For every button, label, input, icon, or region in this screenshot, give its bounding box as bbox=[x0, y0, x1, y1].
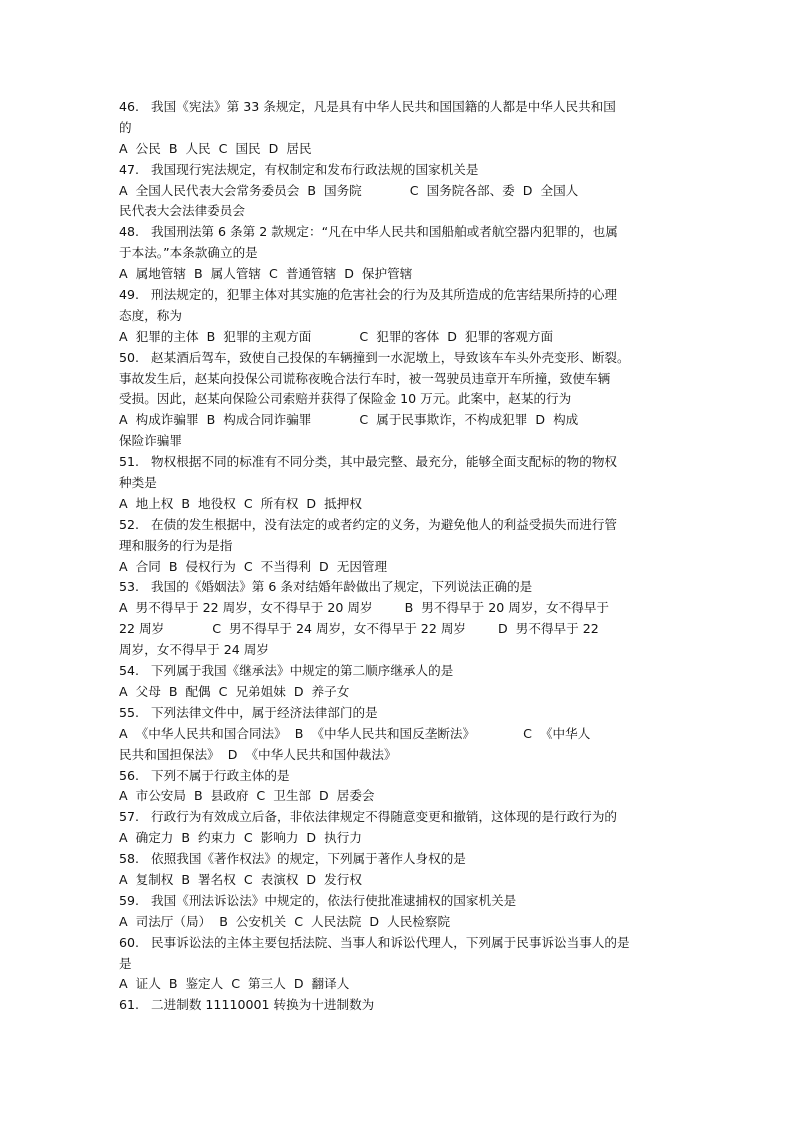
text-line: A 地上权 B 地役权 C 所有权 D 抵押权 bbox=[119, 495, 362, 511]
text-line: 种类是 bbox=[119, 475, 157, 491]
text-line: 53. 我国的《婚姻法》第 6 条对结婚年龄做出了规定，下列说法正确的是 bbox=[119, 579, 533, 595]
text-line: 54. 下列属于我国《继承法》中规定的第二顺序继承人的是 bbox=[119, 663, 454, 679]
text-line: 56. 下列不属于行政主体的是 bbox=[119, 767, 290, 783]
text-line: 58. 依照我国《著作权法》的规定，下列属于著作人身权的是 bbox=[119, 851, 466, 867]
text-line: 理和服务的行为是指 bbox=[119, 537, 233, 553]
text-line: 事故发生后，赵某向投保公司谎称夜晚合法行车时，被一驾驶员违章开车所撞，致使车辆 bbox=[119, 370, 611, 386]
text-line: 民共和国担保法》 D 《中华人民共和国仲裁法》 bbox=[119, 746, 397, 762]
text-line: 47. 我国现行宪法规定，有权制定和发布行政法规的国家机关是 bbox=[119, 161, 479, 177]
text-line: A 公民 B 人民 C 国民 D 居民 bbox=[119, 140, 312, 156]
text-line: 的 bbox=[119, 119, 132, 135]
text-line: 周岁，女不得早于 24 周岁 bbox=[119, 642, 269, 658]
text-line: 51. 物权根据不同的标准有不同分类，其中最完整、最充分，能够全面支配标的物的物权 bbox=[119, 454, 618, 470]
text-line: 态度，称为 bbox=[119, 307, 182, 323]
text-line: 保险诈骗罪 bbox=[119, 433, 182, 449]
text-line: 民代表大会法律委员会 bbox=[119, 203, 245, 219]
text-line: A 属地管辖 B 属人管辖 C 普通管辖 D 保护管辖 bbox=[119, 266, 413, 282]
text-line: 57. 行政行为有效成立后备，非依法律规定不得随意变更和撤销，这体现的是行政行为的 bbox=[119, 809, 618, 825]
text-line: A 合同 B 侵权行为 C 不当得利 D 无因管理 bbox=[119, 558, 388, 574]
text-line: A 市公安局 B 县政府 C 卫生部 D 居委会 bbox=[119, 788, 375, 804]
text-line: 46. 我国《宪法》第 33 条规定，凡是具有中华人民共和国国籍的人都是中华人民共和国 bbox=[119, 99, 616, 114]
text-line: 60. 民事诉讼法的主体主要包括法院、当事人和诉讼代理人，下列属于民事诉讼当事人的是 bbox=[119, 934, 630, 950]
text-line: 49. 刑法规定的，犯罪主体对其实施的危害社会的行为及其所造成的危害结果所持的心理 bbox=[119, 287, 618, 303]
text-line: 59. 我国《刑法诉讼法》中规定的，依法行使批准逮捕权的国家机关是 bbox=[119, 892, 517, 908]
text-line: 48. 我国刑法第 6 条第 2 款规定：“凡在中华人民共和国船舶或者航空器内犯罪的，也属 bbox=[119, 224, 618, 240]
text-line: 55. 下列法律文件中，属于经济法律部门的是 bbox=[119, 704, 378, 720]
text-line: A 《中华人民共和国合同法》 B 《中华人民共和国反垄断法》 C 《中华人 bbox=[119, 725, 591, 741]
text-line: 50. 赵某酒后驾车，致使自己投保的车辆撞到一水泥墩上，导致该车车头外壳变形、断裂。 bbox=[119, 349, 630, 365]
text-line: A 证人 B 鉴定人 C 第三人 D 翻译人 bbox=[119, 976, 350, 992]
text-line: A 犯罪的主体 B 犯罪的主观方面 C 犯罪的客体 D 犯罪的客观方面 bbox=[119, 328, 554, 344]
text-line: A 全国人民代表大会常务委员会 B 国务院 C 国务院各部、委 D 全国人 bbox=[119, 182, 579, 198]
text-line: 是 bbox=[119, 955, 132, 971]
text-line: 22 周岁 C 男不得早于 24 周岁，女不得早于 22 周岁 D 男不得早于 22 bbox=[119, 621, 599, 637]
text-line: A 构成诈骗罪 B 构成合同诈骗罪 C 属于民事欺诈，不构成犯罪 D 构成 bbox=[119, 412, 579, 428]
text-line: 于本法。”本条款确立的是 bbox=[119, 245, 258, 261]
text-line: A 男不得早于 22 周岁，女不得早于 20 周岁 B 男不得早于 20 周岁，女不得早于 bbox=[119, 600, 610, 616]
text-line: A 复制权 B 署名权 C 表演权 D 发行权 bbox=[119, 871, 362, 887]
document-text bbox=[119, 97, 675, 1016]
text-line: 52. 在债的发生根据中，没有法定的或者约定的义务，为避免他人的利益受损失而进行管 bbox=[119, 516, 618, 532]
text-line: A 司法厅（局） B 公安机关 C 人民法院 D 人民检察院 bbox=[119, 913, 451, 929]
text-line: 61. 二进制数 11110001 转换为十进制数为 bbox=[119, 997, 375, 1013]
text-line: 受损。因此，赵某向保险公司索赔并获得了保险金 10 万元。此案中，赵某的行为 bbox=[119, 391, 572, 407]
text-line: A 父母 B 配偶 C 兄弟姐妹 D 养子女 bbox=[119, 683, 350, 699]
text-line: A 确定力 B 约束力 C 影响力 D 执行力 bbox=[119, 830, 362, 846]
